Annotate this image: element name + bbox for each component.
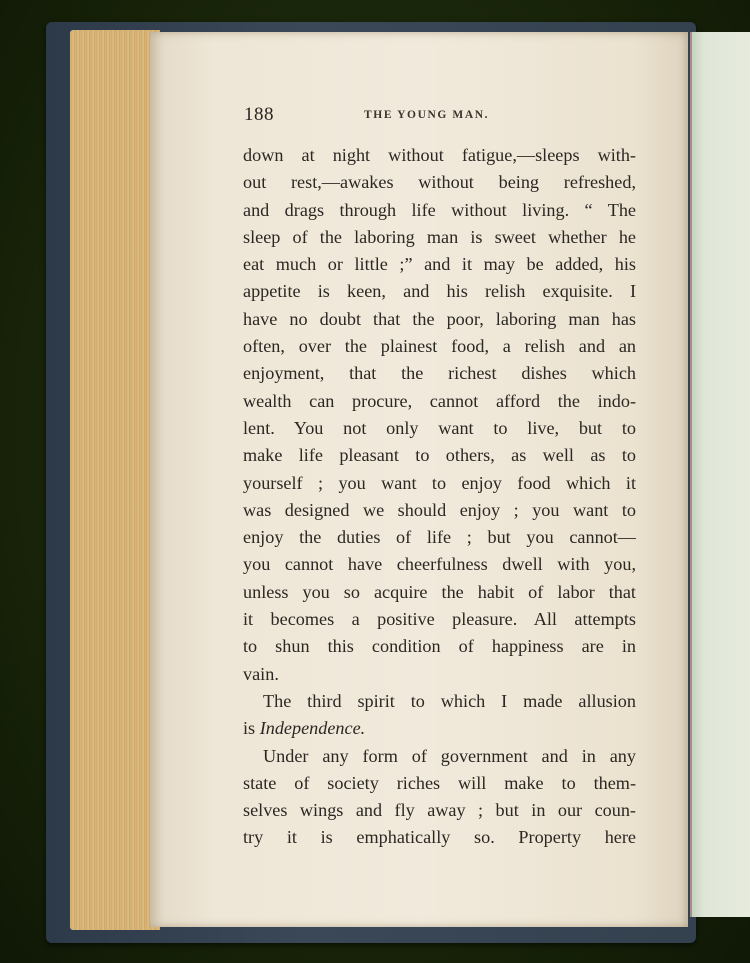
text-line: eat much or little ;” and it may be added, his [243,254,636,275]
paragraph-2-line-2 [243,715,636,742]
running-head [244,104,636,126]
text-line: have no doubt that the poor, laboring man has [243,308,636,329]
body-text [243,142,636,852]
text-line: vain. [243,663,279,684]
text-line: sleep of the laboring man is sweet whether he [243,226,636,247]
text-line: appetite is keen, and his relish exquisite. I [243,281,636,302]
paragraph-3-line: try it is emphatically so. Property here [243,827,636,848]
text-line: enjoy the duties of life ; but you cannot— [243,527,636,548]
text-line: unless you so acquire the habit of labor that [243,581,636,602]
independence-italic: Independence. [259,718,366,739]
text-line: wealth can procure, cannot afford the indo- [243,390,636,411]
running-title: THE YOUNG MAN. [364,109,490,121]
text-line: it becomes a positive pleasure. All attempts [243,609,636,630]
text-line: make life pleasant to others, as well as to [243,445,636,466]
paragraph-3-line: state of society riches will make to them- [243,772,636,793]
page-number: 188 [244,104,274,125]
text-line: lent. You not only want to live, but to [243,417,636,438]
text-line: and drags through life without living. “ The [243,199,636,220]
text-line: down at night without fatigue,—sleeps with- [243,145,636,165]
paragraph-3-line: selves wings and fly away ; but in our coun- [243,800,636,821]
text-line: was designed we should enjoy ; you want to [243,499,636,520]
text-line: yourself ; you want to enjoy food which it [243,472,636,493]
text-line: often, over the plainest food, a relish and an [243,336,636,357]
para2-prefix: is [243,718,260,739]
text-line: you cannot have cheerfulness dwell with you, [243,554,636,575]
paragraph-3-line: Under any form of government and in any [263,745,636,766]
text-line: to shun this condition of happiness are in [243,636,636,657]
text-line: enjoyment, that the richest dishes which [243,363,636,384]
right-page [690,32,750,917]
page-edges [70,30,160,930]
paragraph-2-line-1: The third spirit to which I made allusion [263,690,636,711]
text-line: out rest,—awakes without being refreshed, [243,172,636,193]
